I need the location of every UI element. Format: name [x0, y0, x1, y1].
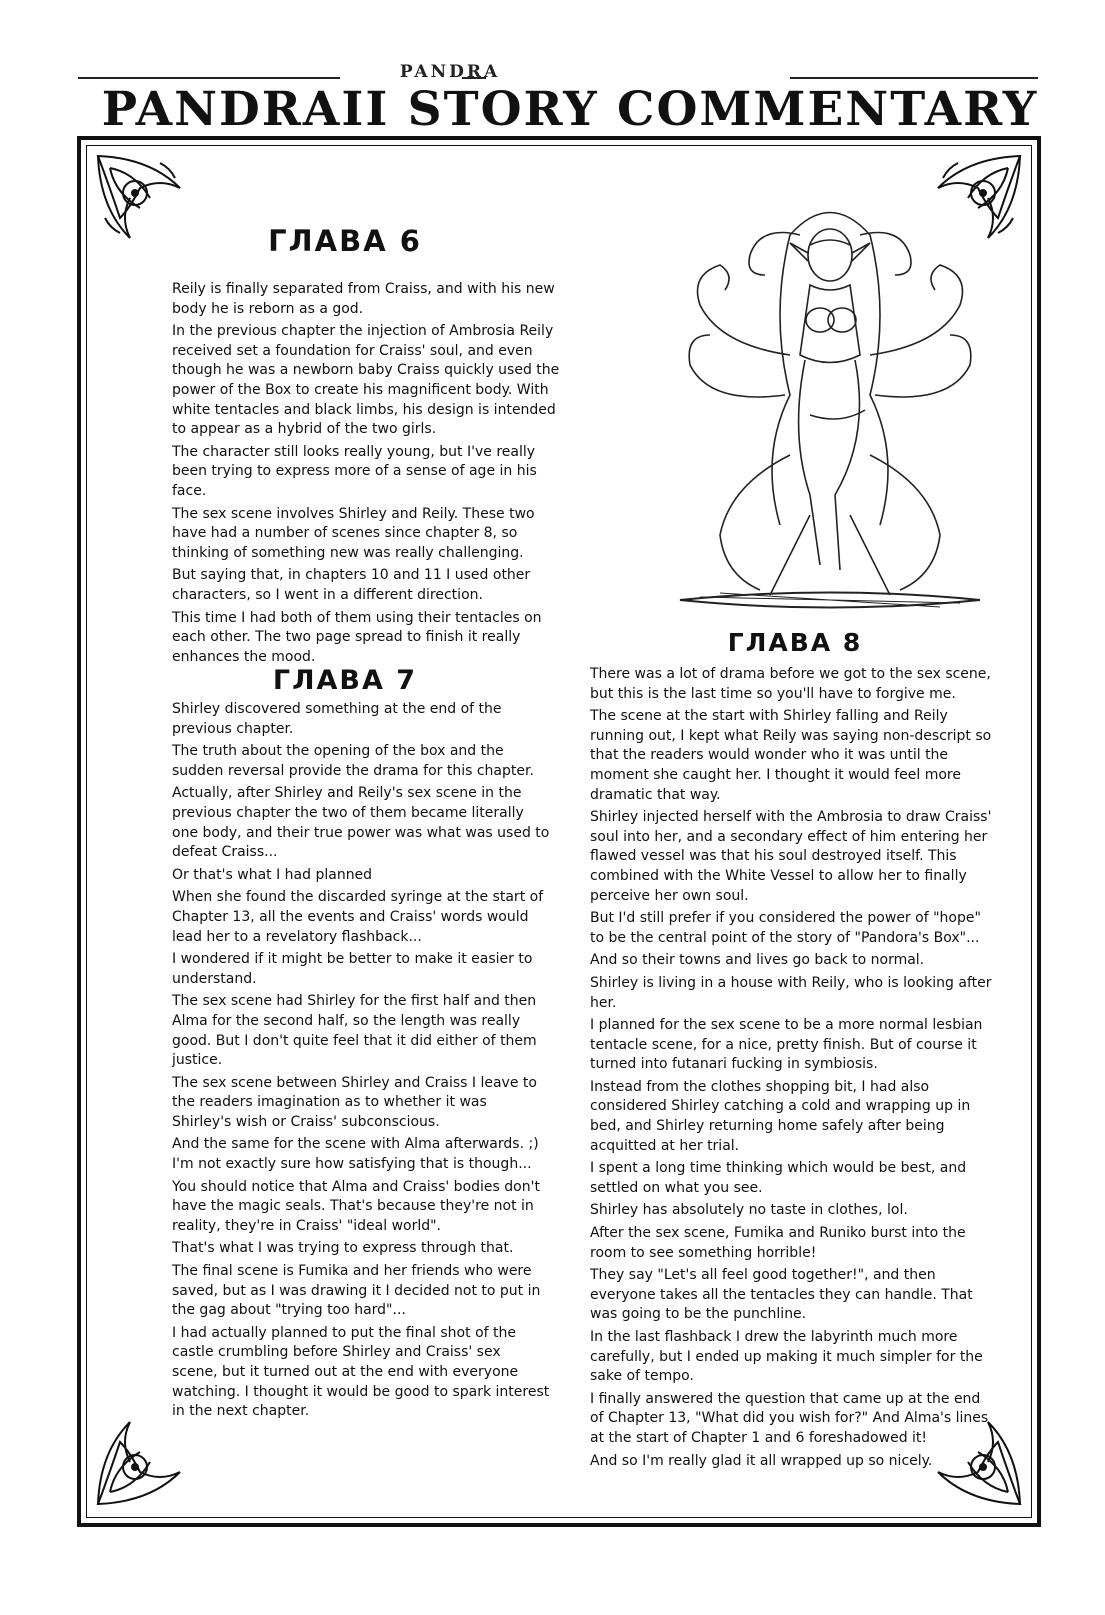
paragraph: After the sex scene, Fumika and Runiko burst into the room to see something horrible!	[590, 1225, 966, 1261]
paragraph: Actually, after Shirley and Reily's sex scene in the previous chapter the two of them became literally one body, and their true power was what was used to defeat Craiss...	[172, 785, 550, 861]
paragraph: And so I'm really glad it all wrapped up so nicely.	[590, 1452, 933, 1469]
paragraph: That's what I was trying to express through that.	[172, 1240, 514, 1257]
chapter-8-heading: ГЛАВА 8	[727, 628, 863, 657]
paragraph: You should notice that Alma and Craiss' bodies don't have the magic seals. That's because they're not in reality, they're in Craiss' "ideal world".	[172, 1178, 540, 1234]
paragraph: And the same for the scene with Alma afterwards. ;) I'm not exactly sure how satisfying that is though...	[172, 1136, 539, 1173]
paragraph: The character still looks really young, but I've really been trying to express more of a sense of age in his face.	[172, 443, 537, 499]
paragraph: I spent a long time thinking which would be best, and settled on what you see.	[590, 1160, 967, 1196]
paragraph: In the last flashback I drew the labyrinth much more carefully, but I ended up making it much simpler for the sake of tempo.	[590, 1329, 983, 1385]
paragraph: Shirley injected herself with the Ambrosia to draw Craiss' soul into her, and a secondary effect of him entering her flawed vessel was that his soul destroyed itself. This combined with the White Vessel to allow her to finally perceive her own soul.	[590, 809, 992, 904]
chapter-7-heading: ГЛАВА 7	[272, 665, 418, 696]
paragraph: But saying that, in chapters 10 and 11 I used other characters, so I went in a different direction.	[172, 567, 531, 603]
paragraph: I finally answered the question that came up at the end of Chapter 13, "What did you wish for?" And Alma's lines at the start of Chapter 1 and 6 foreshadowed it!	[590, 1390, 989, 1446]
paragraph: The sex scene involves Shirley and Reily. These two have had a number of scenes since chapter 8, so thinking of something new was really challenging.	[172, 505, 535, 561]
paragraph: In the previous chapter the injection of Ambrosia Reily received set a foundation for Craiss' soul, and even though he was a newborn baby Craiss quickly used the power of the Box to create his magnificent body. With white tentacles and black limbs, his design is intended to appear as a hybrid of the two girls.	[172, 323, 560, 438]
paragraph: When she found the discarded syringe at the start of Chapter 13, all the events and Craiss' words would lead her to a revelatory flashback...	[172, 889, 544, 945]
paragraph: Shirley discovered something at the end of the previous chapter.	[172, 701, 502, 737]
chapter-7-text	[172, 700, 550, 1425]
chapter-6-heading: ГЛАВА 6	[268, 224, 422, 258]
paragraph: Reily is finally separated from Craiss, and with his new body he is reborn as a god.	[172, 281, 555, 317]
paragraph: The truth about the opening of the box and the sudden reversal provide the drama for this chapter.	[172, 743, 534, 779]
paragraph: Or that's what I had planned	[172, 866, 373, 883]
paragraph: I wondered if it might be better to make it easier to understand.	[172, 951, 533, 987]
paragraph: The final scene is Fumika and her friends who were saved, but as I was drawing it I decided not to put in the gag about "trying too hard"...	[172, 1263, 541, 1319]
paragraph: The sex scene between Shirley and Craiss I leave to the readers imagination as to whether it was Shirley's wish or Craiss' subconscious.	[172, 1074, 537, 1130]
corner-ornament-top-left-icon	[90, 148, 210, 268]
paragraph: They say "Let's all feel good together!", and then everyone takes all the tentacles they can handle. That was going to be the punchline.	[590, 1267, 973, 1323]
chapter-6-text	[172, 280, 572, 670]
tentacle-girl-illustration-icon	[640, 195, 1015, 625]
paragraph: But I'd still prefer if you considered the power of "hope" to be the central point of the story of "Pandora's Box"...	[590, 910, 981, 946]
paragraph: Shirley is living in a house with Reily, who is looking after her.	[590, 974, 992, 1011]
page-title: PANDRAII STORY COMMENTARY	[101, 82, 1039, 137]
paragraph: The sex scene had Shirley for the first half and then Alma for the second half, so the length was really good. But I don't quite feel that it did either of them justice.	[172, 993, 537, 1069]
paragraph: This time I had both of them using their tentacles on each other. The two page spread to finish it really enhances the mood.	[172, 609, 542, 665]
paragraph: There was a lot of drama before we got to the sex scene, but this is the last time so you'll have to forgive me.	[590, 666, 991, 702]
paragraph: The scene at the start with Shirley falling and Reily running out, I kept what Reily was saying non-descript so that the readers would wonder who it was until the moment she caught her. I thought it would feel more dramatic that way.	[590, 708, 992, 803]
paragraph: I had actually planned to put the final shot of the castle crumbling before Shirley and Craiss' sex scene, but it turned out at the end with everyone watching. I thought it would be good to spark interest in the next chapter.	[172, 1324, 550, 1420]
chapter-8-text	[590, 665, 995, 1474]
paragraph: Shirley has absolutely no taste in clothes, lol.	[590, 1202, 908, 1219]
paragraph: Instead from the clothes shopping bit, I had also considered Shirley catching a cold and wrapping up in bed, and Shirley returning home safely after being acquitted at her trial.	[590, 1078, 971, 1154]
header-kicker: PANDRA	[399, 62, 501, 82]
paragraph: I planned for the sex scene to be a more normal lesbian tentacle scene, for a nice, pretty finish. But of course it turned into futanari fucking in symbiosis.	[590, 1017, 983, 1073]
paragraph: And so their towns and lives go back to normal.	[590, 952, 925, 969]
